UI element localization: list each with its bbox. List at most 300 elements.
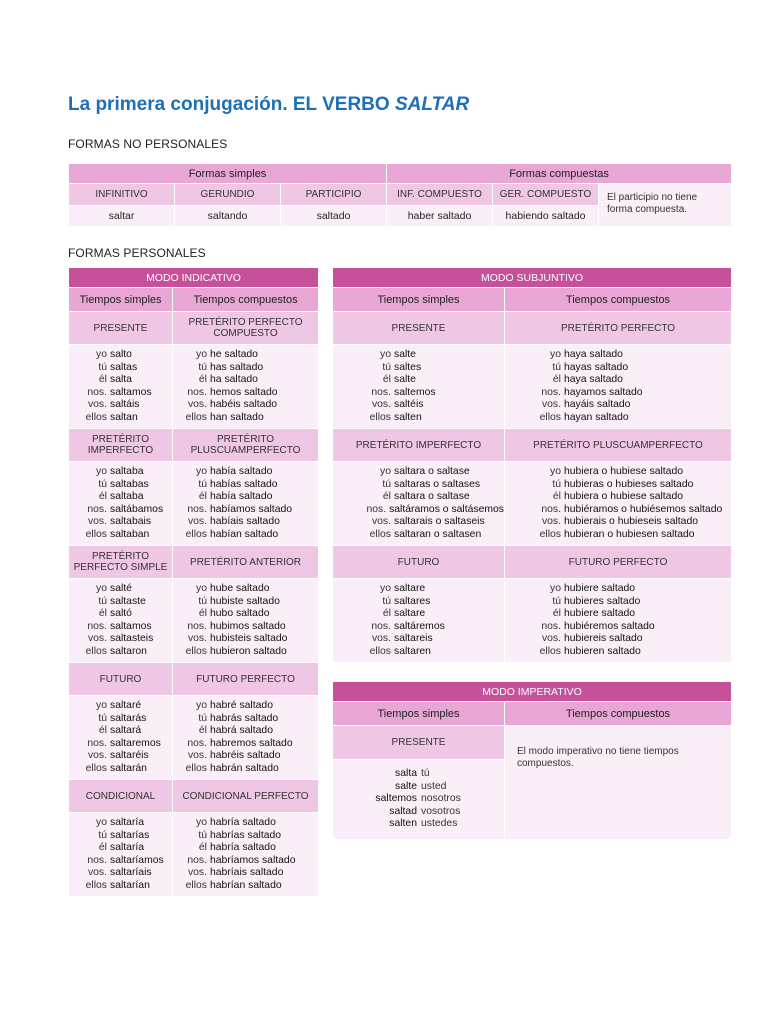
verb-form: saltasteis xyxy=(110,633,154,644)
verb-form: hubimos saltado xyxy=(210,620,286,632)
person-label: vos. xyxy=(187,867,207,878)
person-label: tú xyxy=(98,595,107,607)
conjugation-row xyxy=(173,633,318,646)
person-label: yo xyxy=(196,349,207,360)
conjugation-row xyxy=(333,529,504,542)
forms-cell xyxy=(505,462,732,546)
conjugation-list xyxy=(173,700,318,775)
person-label: yo xyxy=(96,466,107,477)
subjuntivo-col-simples: Tiempos simples xyxy=(333,288,505,312)
verb-form: habremos saltado xyxy=(210,737,293,749)
conjugation-row xyxy=(173,349,318,362)
tense-label: PRETÉRITO IMPERFECTO xyxy=(333,429,505,462)
person-label: nos. xyxy=(371,386,391,398)
person-label: tú xyxy=(421,768,430,780)
verb-form: habrías saltado xyxy=(210,829,282,841)
conjugation-row xyxy=(173,374,318,387)
person-label: ellos xyxy=(85,762,107,774)
verb-form: saltaran o saltasen xyxy=(394,528,482,540)
person-label: nos. xyxy=(541,620,561,632)
conjugation-row xyxy=(173,738,318,751)
conjugation-list xyxy=(333,583,504,658)
person-label: yo xyxy=(96,817,107,828)
verb-form: haya saltado xyxy=(564,349,623,360)
imperativo-table xyxy=(332,681,732,840)
verb-form: saltan xyxy=(110,411,138,423)
person-label: ellos xyxy=(539,645,561,657)
verb-form: saltaras o saltases xyxy=(394,478,481,490)
verb-form: saltareis xyxy=(394,633,433,644)
imperativo-row xyxy=(361,793,504,806)
imperativo-note: El modo imperativo no tiene tiempos compuestos. xyxy=(505,726,732,840)
person-label: vos. xyxy=(187,750,207,761)
verb-form: habían saltado xyxy=(210,528,279,540)
verb-form: habrás saltado xyxy=(210,712,279,724)
conjugation-row xyxy=(173,491,318,504)
verb-form: saltemos xyxy=(394,386,436,398)
verb-form: saltaron xyxy=(110,645,147,657)
verb-form: habríais saltado xyxy=(210,867,284,878)
person-label: vos. xyxy=(87,867,107,878)
person-label: ellos xyxy=(185,645,207,657)
conjugation-row xyxy=(505,349,731,362)
verb-form: saltarás xyxy=(110,712,147,724)
person-label: él xyxy=(382,608,391,619)
verb-form: saltábamos xyxy=(110,503,164,515)
person-label: vos. xyxy=(87,516,107,527)
verb-form: hubiereis saltado xyxy=(564,633,643,644)
verb-form: saltamos xyxy=(110,620,152,632)
imperativo-forms xyxy=(333,760,505,840)
person-label: ustedes xyxy=(421,818,458,830)
verb-form: haya saltado xyxy=(564,374,623,385)
verb-form: saltáramos o saltásemos xyxy=(389,503,504,515)
person-label: tú xyxy=(98,829,107,841)
conjugation-row xyxy=(69,596,172,609)
conjugation-row xyxy=(69,700,172,713)
person-label: él xyxy=(552,491,561,502)
verb-form: hayas saltado xyxy=(564,361,629,373)
person-label: él xyxy=(382,491,391,502)
imperativo-row xyxy=(361,818,504,831)
person-label: nos. xyxy=(187,737,207,749)
conjugation-row xyxy=(173,750,318,763)
verb-form: hubiere saltado xyxy=(564,583,636,594)
verb-form: salten xyxy=(389,818,417,830)
verb-form: salté xyxy=(110,583,132,594)
person-label: ellos xyxy=(85,528,107,540)
person-label: tú xyxy=(198,361,207,373)
tense-label: PRETÉRITO PLUSCUAMPERFECTO xyxy=(173,429,319,462)
verb-form: hubisteis saltado xyxy=(210,633,288,644)
conjugation-row xyxy=(69,374,172,387)
verb-form: salte xyxy=(395,780,417,792)
conjugation-list xyxy=(333,466,504,541)
np-header-cell: GERUNDIO xyxy=(175,184,281,206)
conjugation-row xyxy=(69,817,172,830)
conjugation-row xyxy=(69,725,172,738)
verb-form: salte xyxy=(394,374,416,385)
tense-label: PRETÉRITO PLUSCUAMPERFECTO xyxy=(505,429,732,462)
verb-form: hube saltado xyxy=(210,583,270,594)
conjugation-row xyxy=(173,596,318,609)
person-label: tú xyxy=(98,361,107,373)
conjugation-row xyxy=(333,466,504,479)
verb-form: habría saltado xyxy=(210,842,276,853)
conjugation-row xyxy=(505,529,731,542)
conjugation-row xyxy=(69,387,172,400)
conjugation-row xyxy=(69,349,172,362)
person-label: yo xyxy=(380,466,391,477)
conjugation-row xyxy=(173,412,318,425)
verb-form: saltarían xyxy=(110,879,150,891)
tense-label: PRESENTE xyxy=(333,312,505,345)
verb-form: saltara o saltase xyxy=(394,466,470,477)
verb-form: saltará xyxy=(110,725,142,736)
conjugation-row xyxy=(69,529,172,542)
verb-form: saltaréis xyxy=(110,750,149,761)
verb-form: saltaban xyxy=(110,528,150,540)
person-label: tú xyxy=(382,595,391,607)
person-label: vos. xyxy=(541,633,561,644)
verb-form: saltéis xyxy=(394,399,424,410)
person-label: ellos xyxy=(185,762,207,774)
subjuntivo-col-compuestos: Tiempos compuestos xyxy=(505,288,732,312)
conjugation-row xyxy=(173,867,318,880)
conjugation-row xyxy=(173,608,318,621)
verb-form: hubieres saltado xyxy=(564,595,641,607)
person-label: él xyxy=(198,608,207,619)
verb-form: saltarías xyxy=(110,829,150,841)
person-label: vos. xyxy=(187,516,207,527)
person-label: tú xyxy=(198,712,207,724)
tense-label: PRETÉRITO ANTERIOR xyxy=(173,546,319,579)
conjugation-row xyxy=(69,621,172,634)
person-label: vos. xyxy=(541,516,561,527)
conjugation-row xyxy=(333,349,504,362)
person-label: ellos xyxy=(369,645,391,657)
conjugation-row xyxy=(173,529,318,542)
person-label: nos. xyxy=(187,386,207,398)
conjugation-row xyxy=(69,479,172,492)
person-label: tú xyxy=(552,361,561,373)
verb-form: habrá saltado xyxy=(210,725,273,736)
verb-form: salta xyxy=(395,768,417,780)
verb-form: hubieran o hubiesen saltado xyxy=(564,528,695,540)
conjugation-row xyxy=(69,504,172,517)
conjugation-row xyxy=(69,516,172,529)
person-label: vos. xyxy=(541,399,561,410)
person-label: él xyxy=(98,842,107,853)
conjugation-list xyxy=(69,349,172,424)
verb-form: saltares xyxy=(394,595,431,607)
verb-form: saltáremos xyxy=(394,620,445,632)
conjugation-row xyxy=(333,491,504,504)
person-label: yo xyxy=(196,583,207,594)
person-label: vosotros xyxy=(421,805,461,817)
verb-form: hubieras o hubieses saltado xyxy=(564,478,694,490)
indicativo-table xyxy=(68,267,319,897)
verb-form: habéis saltado xyxy=(210,399,278,410)
np-value-cell: saltado xyxy=(281,206,387,227)
conjugation-row xyxy=(505,646,731,659)
imperativo-row xyxy=(361,781,504,794)
np-value-cell: saltando xyxy=(175,206,281,227)
person-label: tú xyxy=(382,361,391,373)
verb-form: saltara o saltase xyxy=(394,491,470,502)
section-no-personales: FORMAS NO PERSONALES xyxy=(68,137,228,151)
verb-form: hubiste saltado xyxy=(210,595,280,607)
person-label: nos. xyxy=(87,854,107,866)
person-label: nos. xyxy=(366,503,387,515)
conjugation-row xyxy=(173,399,318,412)
forms-cell xyxy=(173,813,319,897)
conjugation-row xyxy=(505,362,731,375)
person-label: él xyxy=(198,842,207,853)
person-label: él xyxy=(382,374,391,385)
subjuntivo-table xyxy=(332,267,732,663)
conjugation-row xyxy=(333,608,504,621)
conjugation-list xyxy=(69,817,172,892)
conjugation-row xyxy=(333,374,504,387)
person-label: vos. xyxy=(87,399,107,410)
conjugation-row xyxy=(333,633,504,646)
conjugation-row xyxy=(505,412,731,425)
conjugation-row xyxy=(173,713,318,726)
tense-label: PRESENTE xyxy=(69,312,173,345)
forms-cell xyxy=(333,579,505,663)
tense-label: PRETÉRITO PERFECTO SIMPLE xyxy=(69,546,173,579)
verb-form: salte xyxy=(394,349,416,360)
person-label: vos. xyxy=(371,516,391,527)
person-label: tú xyxy=(198,478,207,490)
person-label: ellos xyxy=(369,528,391,540)
person-label: nos. xyxy=(541,503,561,515)
verb-form: saltare xyxy=(394,583,426,594)
title-text: La primera conjugación. EL VERBO xyxy=(68,94,395,115)
conjugation-row xyxy=(69,867,172,880)
conjugation-row xyxy=(69,399,172,412)
verb-form: saltare xyxy=(394,608,426,619)
verb-form: hayáis saltado xyxy=(564,399,631,410)
person-label: yo xyxy=(96,349,107,360)
tense-label: PRETÉRITO IMPERFECTO xyxy=(69,429,173,462)
verb-form: habría saltado xyxy=(210,817,276,828)
forms-cell xyxy=(333,462,505,546)
conjugation-row xyxy=(173,855,318,868)
forms-cell xyxy=(333,345,505,429)
forms-cell xyxy=(173,462,319,546)
verb-form: has saltado xyxy=(210,361,264,373)
person-label: nosotros xyxy=(421,793,461,805)
verb-form: saltaba xyxy=(110,491,144,502)
conjugation-row xyxy=(69,738,172,751)
conjugation-row xyxy=(69,583,172,596)
conjugation-row xyxy=(173,621,318,634)
conjugation-row xyxy=(505,387,731,400)
person-label: tú xyxy=(198,595,207,607)
conjugation-list xyxy=(333,349,504,424)
conjugation-row xyxy=(333,362,504,375)
person-label: nos. xyxy=(87,386,107,398)
conjugation-row xyxy=(505,596,731,609)
subjuntivo-banner: MODO SUBJUNTIVO xyxy=(333,268,732,288)
conjugation-row xyxy=(173,817,318,830)
conjugation-row xyxy=(69,880,172,893)
conjugation-list xyxy=(505,583,731,658)
person-label: usted xyxy=(421,780,447,792)
person-label: tú xyxy=(98,478,107,490)
person-label: ellos xyxy=(539,528,561,540)
verb-form: habrían saltado xyxy=(210,879,282,891)
conjugation-row xyxy=(333,516,504,529)
person-label: vos. xyxy=(371,633,391,644)
person-label: nos. xyxy=(87,503,107,515)
verb-form: saltes xyxy=(394,361,422,373)
verb-form: saltaba xyxy=(110,466,144,477)
person-label: vos. xyxy=(87,633,107,644)
person-label: vos. xyxy=(371,399,391,410)
verb-form: hayamos saltado xyxy=(564,386,643,398)
person-label: ellos xyxy=(185,879,207,891)
person-label: tú xyxy=(552,478,561,490)
conjugation-row xyxy=(333,646,504,659)
person-label: yo xyxy=(380,583,391,594)
conjugation-row xyxy=(173,504,318,517)
conjugation-row xyxy=(333,596,504,609)
tense-label: FUTURO xyxy=(333,546,505,579)
formas-compuestas-header: Formas compuestas xyxy=(387,164,732,184)
np-header-cell: INF. COMPUESTO xyxy=(387,184,493,206)
person-label: yo xyxy=(550,466,561,477)
indicativo-col-simples: Tiempos simples xyxy=(69,288,173,312)
conjugation-row xyxy=(505,466,731,479)
conjugation-row xyxy=(69,646,172,659)
person-label: yo xyxy=(196,817,207,828)
conjugation-row xyxy=(69,466,172,479)
np-value-cell: saltar xyxy=(69,206,175,227)
person-label: él xyxy=(198,491,207,502)
person-label: yo xyxy=(96,583,107,594)
verb-form: salten xyxy=(394,411,422,423)
person-label: él xyxy=(98,725,107,736)
conjugation-row xyxy=(69,830,172,843)
tense-label: FUTURO xyxy=(69,663,173,696)
verb-form: hubiéramos o hubiésemos saltado xyxy=(564,503,723,515)
conjugation-list xyxy=(173,817,318,892)
conjugation-row xyxy=(505,608,731,621)
verb-form: hemos saltado xyxy=(210,386,278,398)
verb-form: había saltado xyxy=(210,466,273,477)
conjugation-list xyxy=(69,583,172,658)
verb-form: saltó xyxy=(110,608,132,619)
person-label: tú xyxy=(552,595,561,607)
np-value-cell: habiendo saltado xyxy=(493,206,599,227)
verb-form: habré saltado xyxy=(210,700,273,711)
no-personales-table xyxy=(68,163,732,227)
verb-form: han saltado xyxy=(210,411,264,423)
person-label: tú xyxy=(198,829,207,841)
verb-form: saltamos xyxy=(110,386,152,398)
person-label: ellos xyxy=(85,645,107,657)
verb-form: saltaría xyxy=(110,817,145,828)
conjugation-list xyxy=(505,349,731,424)
indicativo-col-compuestos: Tiempos compuestos xyxy=(173,288,319,312)
verb-form: habías saltado xyxy=(210,478,278,490)
person-label: ellos xyxy=(539,411,561,423)
conjugation-row xyxy=(69,855,172,868)
conjugation-row xyxy=(69,362,172,375)
verb-form: habíais saltado xyxy=(210,516,280,527)
person-label: él xyxy=(198,725,207,736)
person-label: nos. xyxy=(187,620,207,632)
imperativo-row xyxy=(361,806,504,819)
indicativo-banner: MODO INDICATIVO xyxy=(69,268,319,288)
verb-form: saltabas xyxy=(110,478,149,490)
person-label: él xyxy=(552,374,561,385)
conjugation-row xyxy=(69,750,172,763)
verb-form: saltarán xyxy=(110,762,147,774)
np-note: El participio no tiene forma compuesta. xyxy=(599,184,732,227)
person-label: él xyxy=(198,374,207,385)
verb-form: saltaren xyxy=(394,645,431,657)
verb-form: saltaríais xyxy=(110,867,152,878)
person-label: nos. xyxy=(541,386,561,398)
verb-form: hubiera o hubiese saltado xyxy=(564,466,684,477)
conjugation-row xyxy=(173,479,318,492)
tense-label: FUTURO PERFECTO xyxy=(505,546,732,579)
conjugation-row xyxy=(173,830,318,843)
verb-form: he saltado xyxy=(210,349,258,360)
page-title xyxy=(68,94,469,116)
conjugation-row xyxy=(173,842,318,855)
forms-cell xyxy=(69,462,173,546)
imperativo-col-simples: Tiempos simples xyxy=(333,702,505,726)
conjugation-row xyxy=(505,516,731,529)
conjugation-row xyxy=(69,633,172,646)
conjugation-row xyxy=(505,583,731,596)
verb-form: habíamos saltado xyxy=(210,503,293,515)
verb-form: ha saltado xyxy=(210,374,258,385)
conjugation-row xyxy=(505,479,731,492)
forms-cell xyxy=(505,579,732,663)
person-label: nos. xyxy=(371,620,391,632)
imperativo-col-compuestos: Tiempos compuestos xyxy=(505,702,732,726)
person-label: tú xyxy=(382,478,391,490)
np-header-cell: GER. COMPUESTO xyxy=(493,184,599,206)
person-label: yo xyxy=(196,466,207,477)
verb-form: saltarais o saltaseis xyxy=(394,516,485,527)
forms-cell xyxy=(69,696,173,780)
forms-cell xyxy=(69,813,173,897)
np-header-cell: PARTICIPIO xyxy=(281,184,387,206)
np-header-cell: INFINITIVO xyxy=(69,184,175,206)
person-label: yo xyxy=(380,349,391,360)
person-label: ellos xyxy=(85,879,107,891)
conjugation-row xyxy=(333,583,504,596)
conjugation-row xyxy=(333,621,504,634)
verb-form: salta xyxy=(110,374,132,385)
forms-cell xyxy=(173,579,319,663)
np-value-cell: haber saltado xyxy=(387,206,493,227)
person-label: nos. xyxy=(187,854,207,866)
conjugation-row xyxy=(69,412,172,425)
conjugation-row xyxy=(173,880,318,893)
conjugation-row xyxy=(69,713,172,726)
conjugation-row xyxy=(505,491,731,504)
verb-form: habrán saltado xyxy=(210,762,279,774)
person-label: ellos xyxy=(369,411,391,423)
